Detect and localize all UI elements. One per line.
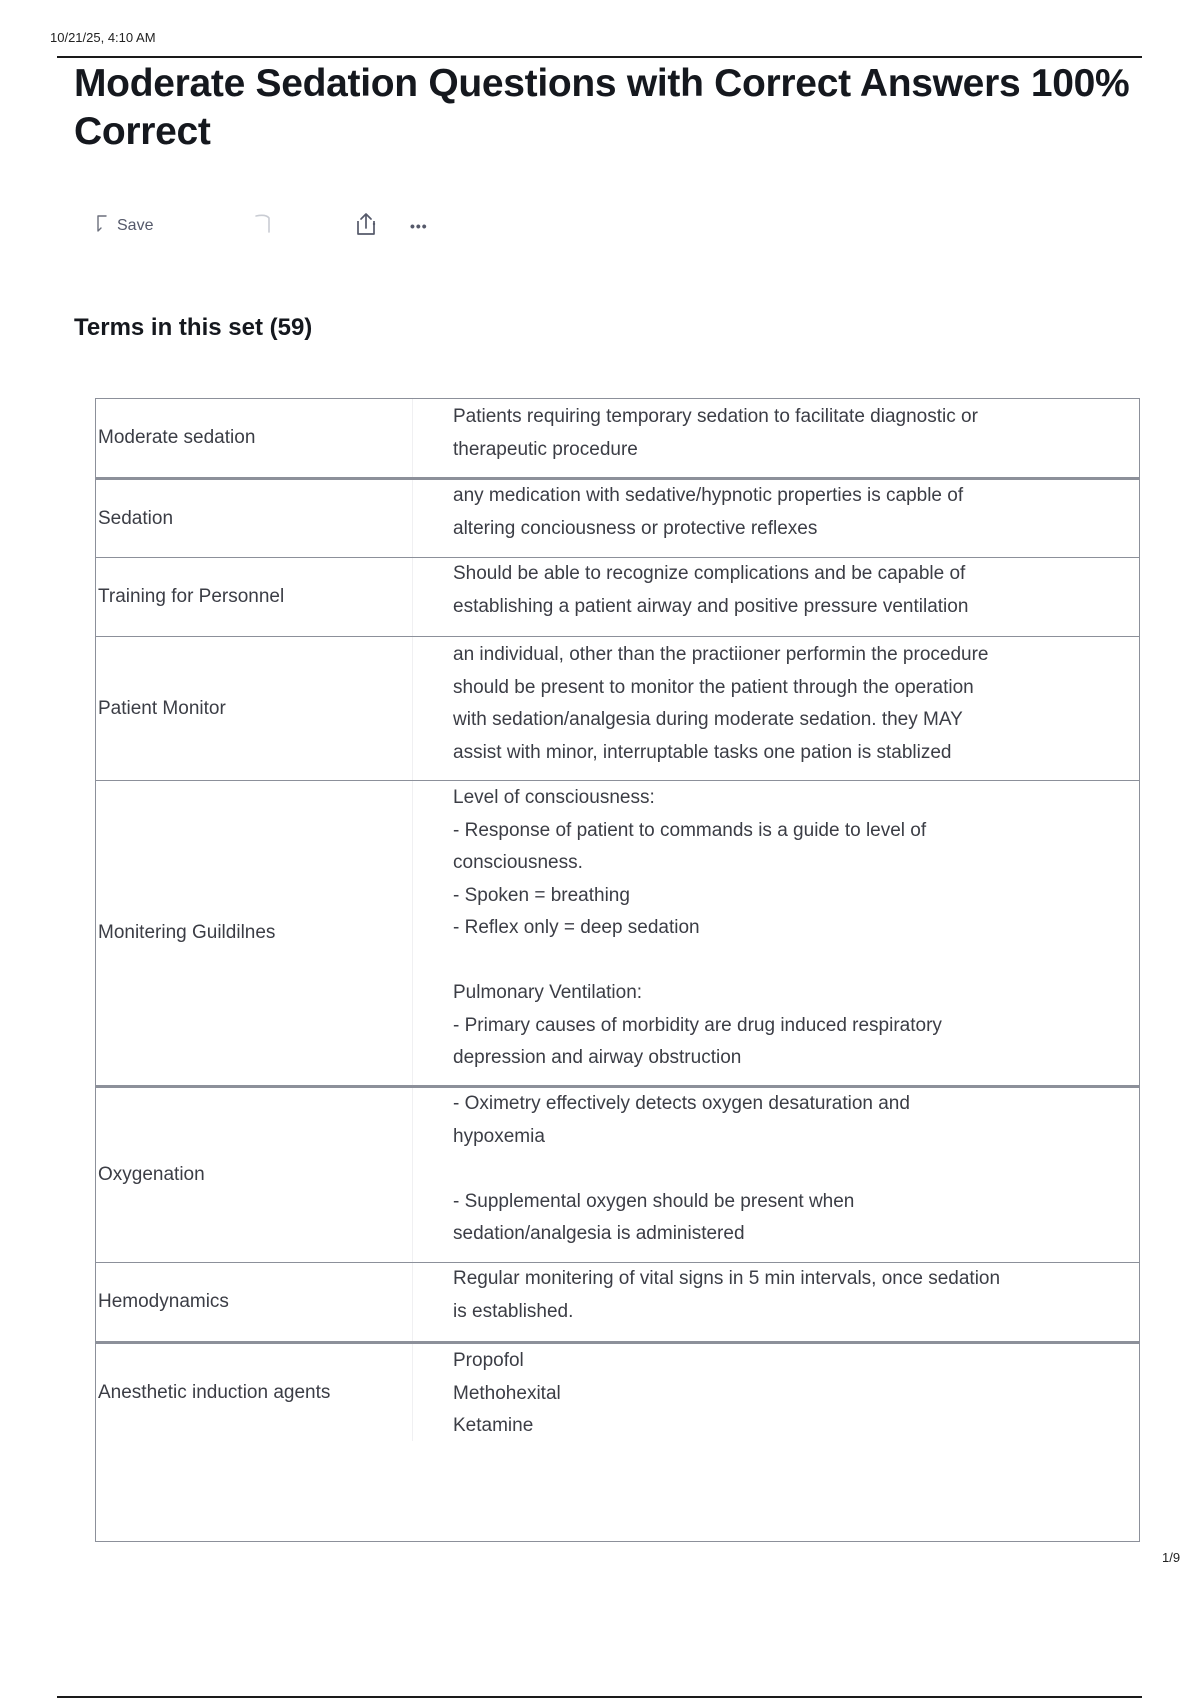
term-row[interactable] <box>96 1088 1139 1263</box>
definition-text: Should be able to recognize complications and be capable of establishing a patient airway and positive pressure ventilation <box>453 563 969 617</box>
more-options-button[interactable] <box>410 212 428 240</box>
terms-heading: Terms in this set (59) <box>74 314 313 341</box>
term-text: Patient Monitor <box>96 637 413 780</box>
term-text: Hemodynamics <box>96 1263 413 1341</box>
term-text: Training for Personnel <box>96 558 413 636</box>
term-text: Monitering Guildilnes <box>96 781 413 1085</box>
term-row[interactable] <box>96 781 1139 1088</box>
term-row[interactable] <box>96 1263 1139 1344</box>
term-row[interactable] <box>96 1344 1139 1541</box>
definition-text: any medication with sedative/hypnotic properties is capble of altering conciousness or protective reflexes <box>453 485 964 539</box>
term-text: Oxygenation <box>96 1088 413 1262</box>
page-title: Moderate Sedation Questions with Correct Answers 100% Correct <box>74 62 1130 153</box>
term-row[interactable] <box>96 399 1139 480</box>
copy-button[interactable] <box>254 212 274 240</box>
term-text: Sedation <box>96 480 413 557</box>
toolbar <box>96 212 456 240</box>
footer-divider <box>57 1696 1142 1698</box>
definition-text: Propofol Methohexital Ketamine <box>453 1350 561 1436</box>
copy-icon <box>254 213 274 240</box>
definition-text: - Oximetry effectively detects oxygen desaturation and hypoxemia - Supplemental oxygen should be present when sedation/analgesia is administered <box>453 1093 910 1244</box>
more-icon: ••• <box>410 218 428 234</box>
term-text: Moderate sedation <box>96 399 413 477</box>
definition-text: Patients requiring temporary sedation to facilitate diagnostic or therapeutic procedure <box>453 406 978 460</box>
share-icon <box>354 211 378 242</box>
term-row[interactable] <box>96 637 1139 781</box>
definition-text: an individual, other than the practiioner performin the procedure should be present to monitor the patient through the operation with sedation/analgesia during moderate sedation. they MAY assist with minor, interruptable tasks one pation is stablized <box>453 644 989 763</box>
bookmark-icon <box>96 215 109 237</box>
terms-table <box>95 398 1140 1542</box>
definition-text: Regular monitering of vital signs in 5 min intervals, once sedation is established. <box>453 1268 1001 1322</box>
header-divider <box>57 56 1142 58</box>
save-button[interactable] <box>96 212 153 240</box>
share-button[interactable] <box>354 212 378 240</box>
definition-text: Level of consciousness: - Response of patient to commands is a guide to level of consciousness. - Spoken = breathing - Reflex only = deep sedation Pulmonary Ventilation: - Primary causes of morbidity are drug induced respiratory depression and airway obstruction <box>453 787 942 1068</box>
term-row[interactable] <box>96 558 1139 637</box>
page-number: 1/9 <box>1162 1550 1181 1565</box>
print-datetime: 10/21/25, 4:10 AM <box>50 30 156 45</box>
save-label: Save <box>117 217 154 234</box>
term-text: Anesthetic induction agents <box>96 1344 413 1441</box>
term-row[interactable] <box>96 480 1139 558</box>
